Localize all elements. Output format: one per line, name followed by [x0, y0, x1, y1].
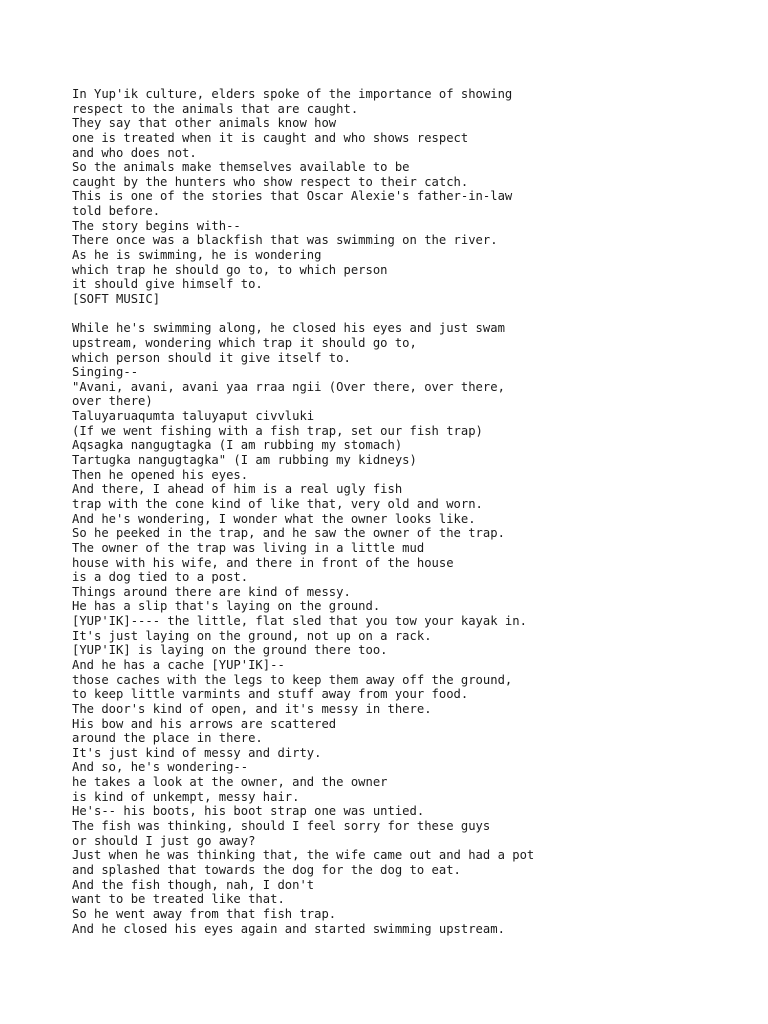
transcript-line: Singing-- — [72, 365, 139, 380]
transcript-line: And he closed his eyes again and started swimming upstream. — [72, 921, 505, 936]
transcript-line: which person should it give itself to. — [72, 350, 351, 365]
transcript-line: and splashed that towards the dog for the dog to eat. — [72, 862, 461, 877]
transcript-line: or should I just go away? — [72, 833, 256, 848]
transcript-line: Tartugka nangugtagka" (I am rubbing my kidneys) — [72, 453, 417, 468]
transcript-line: he takes a look at the owner, and the owner — [72, 775, 388, 790]
transcript-line: over there) — [72, 394, 153, 409]
transcript-line: The story begins with-- — [72, 218, 241, 233]
transcript-line: "Avani, avani, avani yaa rraa ngii (Over there, over there, — [72, 379, 505, 394]
transcript-line: is kind of unkempt, messy hair. — [72, 789, 300, 804]
transcript-line: caught by the hunters who show respect to their catch. — [72, 174, 469, 189]
transcript-line: (If we went fishing with a fish trap, set our fish trap) — [72, 423, 483, 438]
transcript-line: The door's kind of open, and it's messy in there. — [72, 701, 432, 716]
transcript-line: There once was a blackfish that was swimming on the river. — [72, 233, 498, 248]
transcript-line: Things around there are kind of messy. — [72, 584, 351, 599]
transcript-line: to keep little varmints and stuff away from your food. — [72, 687, 469, 702]
transcript-line: It's just laying on the ground, not up on a rack. — [72, 628, 432, 643]
transcript-line — [72, 307, 752, 322]
transcript-line: While he's swimming along, he closed his eyes and just swam — [72, 321, 505, 336]
transcript-line: He's-- his boots, his boot strap one was untied. — [72, 804, 425, 819]
transcript-line: And he has a cache [YUP'IK]-- — [72, 657, 285, 672]
transcript-line: Taluyaruaqumta taluyaput civvluki — [72, 409, 315, 424]
transcript-line: Aqsagka nangugtagka (I am rubbing my stomach) — [72, 438, 403, 453]
transcript-line: Just when he was thinking that, the wife came out and had a pot — [72, 848, 535, 863]
transcript-line: So he went away from that fish trap. — [72, 906, 337, 921]
transcript-line: And he's wondering, I wonder what the owner looks like. — [72, 511, 476, 526]
transcript-line: [SOFT MUSIC] — [72, 291, 161, 306]
transcript-line: [YUP'IK]---- the little, flat sled that you tow your kayak in. — [72, 614, 527, 629]
transcript-line: one is treated when it is caught and who shows respect — [72, 130, 469, 145]
transcript-line: His bow and his arrows are scattered — [72, 716, 337, 731]
transcript-line: respect to the animals that are caught. — [72, 101, 359, 116]
transcript-line: around the place in there. — [72, 731, 263, 746]
transcript-line: So he peeked in the trap, and he saw the owner of the trap. — [72, 526, 505, 541]
transcript-line: house with his wife, and there in front of the house — [72, 555, 454, 570]
transcript-line: upstream, wondering which trap it should go to, — [72, 335, 417, 350]
transcript-line: The owner of the trap was living in a little mud — [72, 540, 425, 555]
transcript-line: those caches with the legs to keep them away off the ground, — [72, 672, 513, 687]
transcript-line: which trap he should go to, to which person — [72, 262, 388, 277]
transcript-line: This is one of the stories that Oscar Alexie's father-in-law — [72, 189, 513, 204]
transcript-line: it should give himself to. — [72, 277, 263, 292]
transcript-line: They say that other animals know how — [72, 116, 337, 131]
transcript-line: The fish was thinking, should I feel sorry for these guys — [72, 819, 491, 834]
transcript-line: So the animals make themselves available to be — [72, 160, 410, 175]
transcript-line: He has a slip that's laying on the ground. — [72, 599, 381, 614]
transcript-line: is a dog tied to a post. — [72, 570, 249, 585]
transcript-line: It's just kind of messy and dirty. — [72, 745, 322, 760]
transcript-line: Then he opened his eyes. — [72, 467, 249, 482]
transcript-line: And so, he's wondering-- — [72, 760, 249, 775]
transcript-line: told before. — [72, 204, 161, 219]
transcript-line: and who does not. — [72, 145, 197, 160]
transcript-line: want to be treated like that. — [72, 892, 285, 907]
transcript-line: And the fish though, nah, I don't — [72, 877, 315, 892]
transcript-page — [72, 87, 752, 936]
transcript-line: And there, I ahead of him is a real ugly fish — [72, 482, 403, 497]
transcript-line: trap with the cone kind of like that, very old and worn. — [72, 496, 483, 511]
transcript-line: As he is swimming, he is wondering — [72, 248, 322, 263]
transcript-line: [YUP'IK] is laying on the ground there too. — [72, 643, 388, 658]
transcript-line: In Yup'ik culture, elders spoke of the importance of showing — [72, 87, 513, 101]
